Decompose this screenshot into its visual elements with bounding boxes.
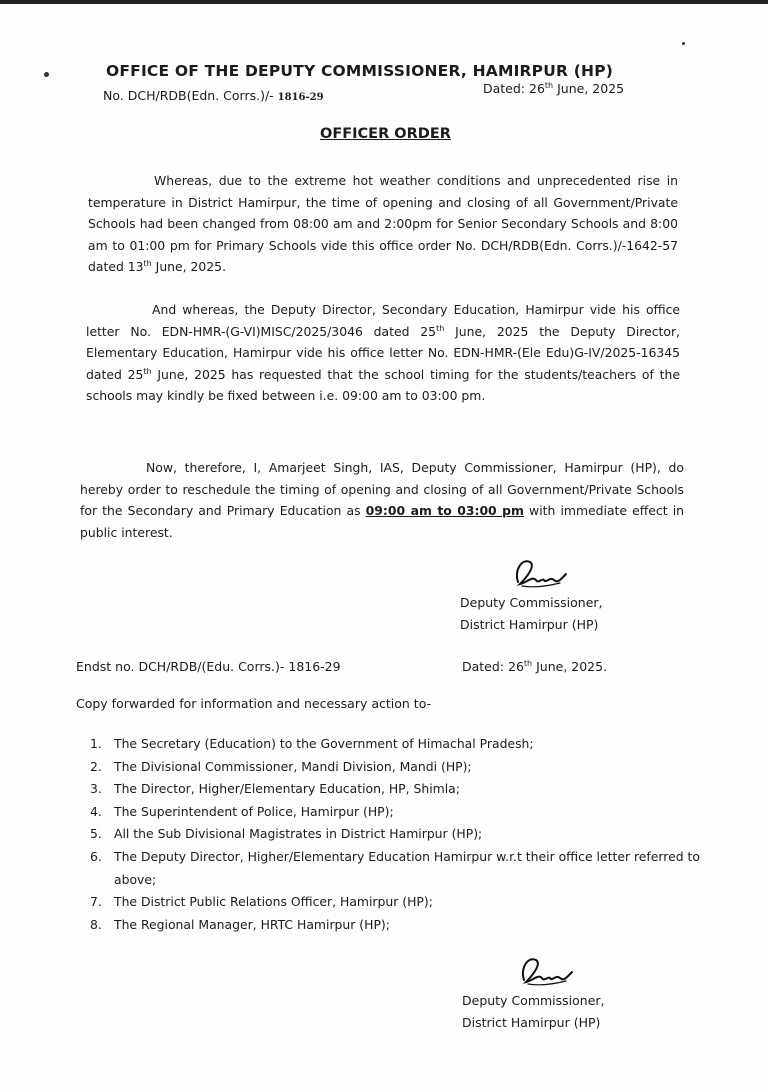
paragraph-3: [80, 457, 684, 543]
signature-1-scribble: [508, 552, 572, 592]
list-item: [90, 778, 700, 801]
p2-sup-b: th: [143, 366, 152, 376]
p3-timing-bold: 09:00 am to 03:00 pm: [365, 503, 524, 519]
list-item: [90, 846, 700, 891]
list-number: 8.: [90, 916, 102, 932]
list-number: 1.: [90, 736, 102, 751]
list-text: The Divisional Commissioner, Mandi Division, Mandi (HP);: [114, 758, 472, 774]
list-text: The Regional Manager, HRTC Hamirpur (HP);: [114, 916, 390, 932]
p2-text-c: June, 2025 has requested that the school timing for the students/teachers of the schools may kindly be fixed between i.e. 09:00 am to 03:00 pm.: [86, 366, 680, 404]
recipient-list: [90, 733, 700, 936]
copy-forwarded-line: Copy forwarded for information and necessary action to-: [76, 696, 432, 711]
endorsement-date: [462, 659, 607, 674]
speck-mark: [44, 72, 49, 77]
reference-number: [103, 88, 324, 103]
date-sup: th: [544, 80, 554, 90]
p2-sup-a: th: [436, 323, 445, 333]
signatory-district: District Hamirpur (HP): [460, 617, 599, 632]
date-suffix: June, 2025: [553, 81, 625, 96]
list-number: 7.: [90, 894, 102, 910]
office-heading: OFFICE OF THE DEPUTY COMMISSIONER, HAMIRPUR (HP): [106, 62, 614, 80]
signature-block-1: [460, 592, 603, 636]
signature-2-scribble: [514, 950, 578, 990]
signatory-district: District Hamirpur (HP): [462, 1015, 601, 1030]
signature-block-2: [462, 990, 605, 1034]
ref-prefix: No. DCH/RDB(Edn. Corrs.)/-: [103, 88, 278, 103]
p3-text-a: Now, therefore, I, Amarjeet Singh, IAS, Deputy Commissioner, Hamirpur (HP), do hereby order to reschedule the timing of opening and closing of all Government/Private Schools for the Secondary and Primary Education as: [80, 460, 684, 519]
date-prefix: Dated: 26: [462, 659, 524, 674]
list-text: The Director, Higher/Elementary Education, HP, Shimla;: [114, 781, 460, 797]
p2-text-b: June, 2025 the Deputy Director, Elementary Education, Hamirpur vide his office letter No. EDN-HMR-(Ele Edu)G-IV/2025-16345 dated 25: [86, 323, 680, 382]
list-number: 4.: [90, 803, 102, 819]
list-item: [90, 801, 700, 824]
list-item: [90, 891, 700, 914]
speck-mark: [682, 42, 685, 45]
list-text: The Secretary (Education) to the Government of Himachal Pradesh;: [114, 736, 534, 751]
list-number: 2.: [90, 758, 102, 774]
date-suffix: June, 2025.: [532, 659, 608, 674]
list-item: [90, 756, 700, 779]
p1-sup: th: [143, 259, 152, 269]
list-text: All the Sub Divisional Magistrates in District Hamirpur (HP);: [114, 826, 483, 842]
date-prefix: Dated: 26: [483, 81, 545, 96]
endorsement-number: Endst no. DCH/RDB/(Edu. Corrs.)- 1816-29: [76, 659, 341, 674]
paragraph-1: [88, 170, 678, 278]
list-text: The District Public Relations Officer, Hamirpur (HP);: [114, 894, 433, 910]
list-item: [90, 823, 700, 846]
p1-text-a: Whereas, due to the extreme hot weather conditions and unprecedented rise in temperature in District Hamirpur, the time of opening and closing of all Government/Private Schools had been changed from 08:00 am and 2:00pm for Senior Secondary Schools and 8:00 am to 01:00 pm for Primary Schools vide this office order No. DCH/RDB(Edn. Corrs.)/-1642-57 dated 13: [88, 173, 678, 275]
ref-handwritten-number: 1816-29: [277, 92, 324, 103]
p3-text-b: with immediate effect in public interest.: [80, 503, 684, 540]
list-number: 6.: [90, 848, 102, 864]
header-date: [483, 81, 624, 96]
list-number: 3.: [90, 781, 102, 797]
signatory-title: Deputy Commissioner,: [462, 993, 605, 1008]
date-sup: th: [523, 658, 533, 668]
paragraph-2: [86, 299, 680, 407]
order-title: OFFICER ORDER: [320, 126, 451, 142]
list-number: 5.: [90, 826, 102, 842]
list-text: The Superintendent of Police, Hamirpur (HP);: [114, 803, 394, 819]
p1-text-b: June, 2025.: [151, 259, 227, 275]
signatory-title: Deputy Commissioner,: [460, 595, 603, 610]
list-item: [90, 914, 700, 937]
p2-text-a: And whereas, the Deputy Director, Secondary Education, Hamirpur vide his office letter No. EDN-HMR-(G-VI)MISC/2025/3046 dated 25: [86, 302, 680, 339]
list-item: [90, 733, 700, 756]
list-text: The Deputy Director, Higher/Elementary Education Hamirpur w.r.t their office letter referred to above;: [114, 848, 700, 887]
